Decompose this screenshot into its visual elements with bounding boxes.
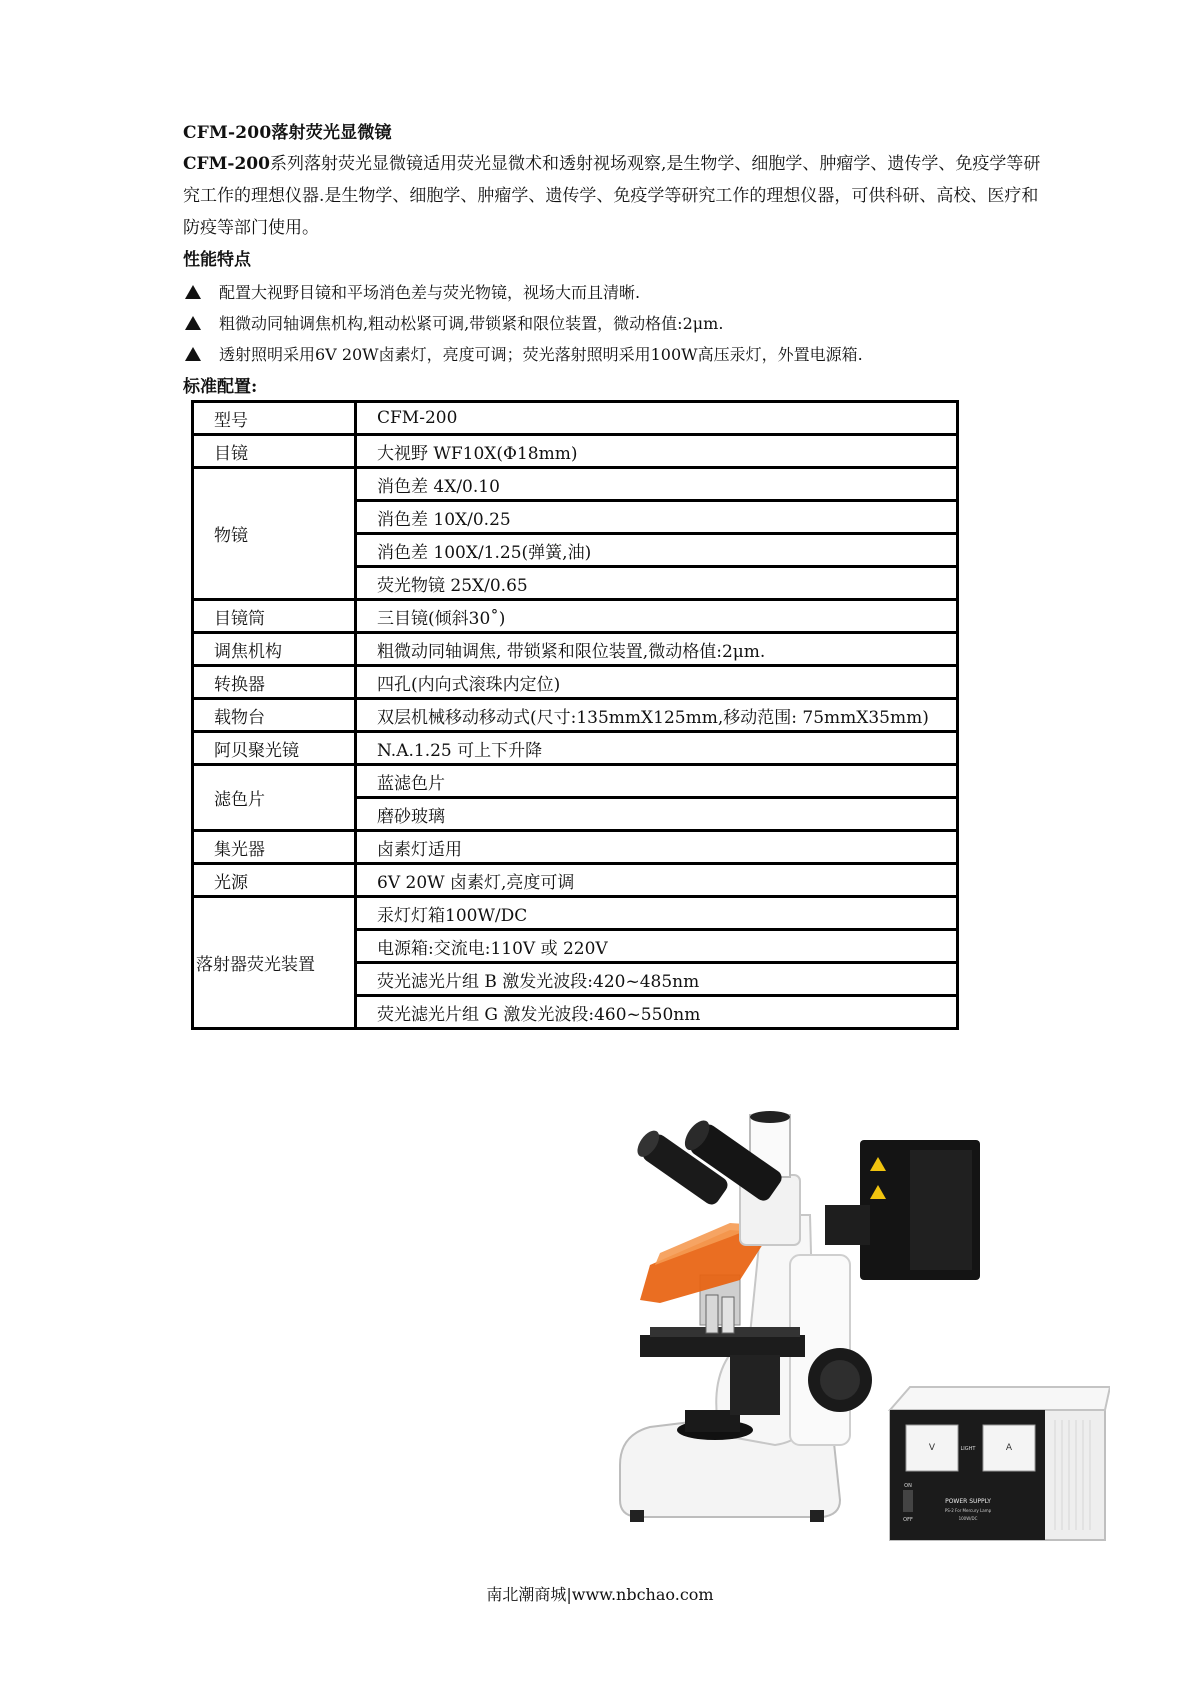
feature-item	[183, 342, 863, 365]
table-row	[193, 732, 958, 765]
spec-value: 磨砂玻璃	[356, 798, 958, 831]
table-row	[193, 435, 958, 468]
spec-label: 载物台	[193, 699, 356, 732]
spec-label: 物镜	[193, 468, 356, 600]
spec-value: 三目镜(倾斜30˚)	[356, 600, 958, 633]
page-title: CFM-200落射荧光显微镜	[183, 123, 392, 143]
spec-value: 电源箱:交流电:110V 或 220V	[356, 930, 958, 963]
table-row	[193, 666, 958, 699]
table-row	[193, 897, 958, 930]
spec-value: 荧光滤光片组 G 激发光波段:460~550nm	[356, 996, 958, 1029]
feature-text: 配置大视野目镜和平场消色差与荧光物镜，视场大而且清晰.	[219, 283, 641, 302]
power-supply-sub: PS-2 For Mercury Lamp	[944, 1508, 992, 1513]
spec-value: 荧光物镜 25X/0.65	[356, 567, 958, 600]
spec-label: 型号	[193, 402, 356, 435]
spec-table	[191, 400, 959, 1030]
switch-on-label: ON	[904, 1483, 912, 1489]
spec-label: 集光器	[193, 831, 356, 864]
switch-off-label: OFF	[903, 1517, 913, 1523]
spec-value: 四孔(内向式滚珠内定位)	[356, 666, 958, 699]
foot	[630, 1510, 644, 1522]
objective	[706, 1295, 718, 1333]
spec-value: 卤素灯适用	[356, 831, 958, 864]
table-row	[193, 402, 958, 435]
brand-label: LIGHT	[960, 1446, 976, 1452]
spec-value: 双层机械移动移动式(尺寸:135mmX125mm,移动范围: 75mmX35mm)	[356, 699, 958, 732]
foot	[810, 1510, 824, 1522]
spec-label: 目镜	[193, 435, 356, 468]
bullet-triangle-icon	[185, 347, 201, 361]
feature-text: 透射照明采用6V 20W卤素灯，亮度可调；荧光落射照明采用100W高压汞灯，外置电源箱.	[219, 345, 863, 364]
intro-lead: CFM-200	[183, 154, 270, 174]
power-supply-label: POWER SUPPLY	[945, 1498, 991, 1505]
intro-paragraph	[183, 148, 1043, 244]
focus-knob-inner	[820, 1360, 860, 1400]
lamp-connector	[825, 1205, 870, 1245]
spec-value: N.A.1.25 可上下升降	[356, 732, 958, 765]
power-supply-top	[890, 1387, 1110, 1410]
page-footer: 南北潮商城|www.nbchao.com	[486, 1585, 714, 1604]
spec-label: 滤色片	[193, 765, 356, 831]
spec-value: CFM-200	[356, 402, 958, 435]
spec-label: 光源	[193, 864, 356, 897]
config-heading: 标准配置:	[183, 377, 258, 397]
spec-label: 转换器	[193, 666, 356, 699]
spec-value: 消色差 4X/0.10	[356, 468, 958, 501]
feature-text: 粗微动同轴调焦机构,粗动松紧可调,带锁紧和限位装置，微动格值:2μm.	[219, 314, 724, 333]
spec-label: 目镜筒	[193, 600, 356, 633]
bullet-triangle-icon	[185, 285, 201, 299]
spec-label: 落射器荧光装置	[193, 897, 356, 1029]
table-row	[193, 633, 958, 666]
ammeter-label: A	[1005, 1443, 1013, 1453]
spec-value: 荧光滤光片组 B 激发光波段:420~485nm	[356, 963, 958, 996]
table-row	[193, 600, 958, 633]
spec-label: 调焦机构	[193, 633, 356, 666]
table-row	[193, 468, 958, 501]
table-row	[193, 699, 958, 732]
spec-value: 消色差 10X/0.25	[356, 501, 958, 534]
voltmeter-label: V	[928, 1443, 936, 1453]
stage-drive	[730, 1355, 780, 1415]
table-row	[193, 864, 958, 897]
spec-value: 消色差 100X/1.25(弹簧,油)	[356, 534, 958, 567]
lamp-vent	[910, 1150, 972, 1270]
spec-value: 大视野 WF10X(Φ18mm)	[356, 435, 958, 468]
spec-value: 粗微动同轴调焦, 带锁紧和限位装置,微动格值:2μm.	[356, 633, 958, 666]
stage	[640, 1335, 805, 1357]
objective	[722, 1297, 734, 1333]
power-switch	[903, 1490, 913, 1512]
spec-value: 蓝滤色片	[356, 765, 958, 798]
camera-port	[750, 1111, 790, 1123]
feature-item	[183, 280, 640, 303]
microscope-product-image	[610, 1105, 1110, 1555]
spec-value: 6V 20W 卤素灯,亮度可调	[356, 864, 958, 897]
spec-label: 阿贝聚光镜	[193, 732, 356, 765]
features-heading: 性能特点	[183, 250, 251, 270]
spec-value: 汞灯灯箱100W/DC	[356, 897, 958, 930]
table-row	[193, 831, 958, 864]
intro-text: 系列落射荧光显微镜适用荧光显微术和透射视场观察,是生物学、细胞学、肿瘤学、遗传学、免疫学等研究工作的理想仪器.是生物学、细胞学、肿瘤学、遗传学、免疫学等研究工作的理想仪器，可供科研、高校、医疗和防疫等部门使用。	[183, 154, 1041, 238]
table-row	[193, 765, 958, 798]
power-supply-rating: 100W/DC	[958, 1516, 978, 1521]
feature-item	[183, 311, 723, 334]
bullet-triangle-icon	[185, 316, 201, 330]
